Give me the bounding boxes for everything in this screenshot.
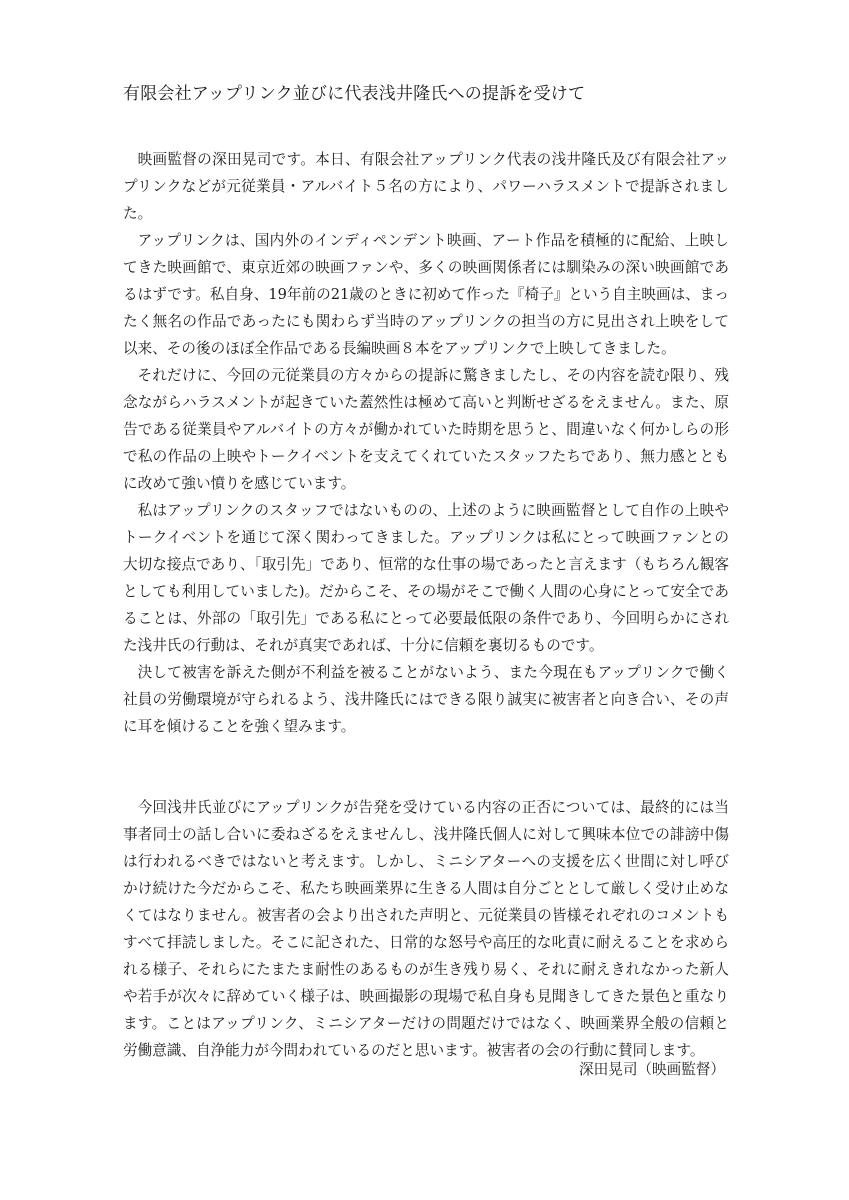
paragraph-industry-statement: 今回浅井氏並びにアップリンクが告発を受けている内容の正否については、最終的には当事者同士の話し合いに委ねざるをえませんし、浅井隆氏個人に対して興味本位での誹謗中傷は行われるべきではないと考えます。しかし、ミニシアターへの支援を広く世間に対し呼びかけ続けた今だからこそ、私たち映画業界に生きる人間は自分ごととして厳しく受け止めなくてはなりません。被害者の会より出された声明と、元従業員の皆様それぞれのコメントもすべて拝読しました。そこに記された、日常的な怒号や高圧的な叱責に耐えることを求められる様子、それらにたまたま耐性のあるものが生き残り易く、それに耐えきれなかった新人や若手が次々に辞めていく様子は、映画撮影の現場で私自身も見聞きしてきた景色と重なります。ことはアップリンク、ミニシアターだけの問題だけではなく、映画業界全般の信頼と労働意識、自浄能力が今問われているのだと思います。被害者の会の行動に賛同します。 xyxy=(123,799,729,1059)
paragraph-about-uplink: アップリンクは、国内外のインディペンデント映画、アート作品を積極的に配給、上映してきた映画館で、東京近郊の映画ファンや、多くの映画関係者には馴染みの深い映画館であるはずです。私自身、19年前の21歳のときに初めて作った『椅子』という自主映画は、まったく無名の作品であったにも関わらず当時のアップリンクの担当の方に見出され上映をして以来、その後のほぼ全作品である長編映画８本をアップリンクで上映してきました。 xyxy=(123,232,729,357)
signature: 深田晃司（映画監督） xyxy=(579,1061,725,1078)
section-divider-space xyxy=(123,740,729,767)
document-title: 有限会社アップリンク並びに代表浅井隆氏への提訴を受けて xyxy=(123,84,586,104)
paragraph-introduction: 映画監督の深田晃司です。本日、有限会社アップリンク代表の浅井隆氏及び有限会社アップリンクなどが元従業員・アルバイト５名の方により、パワーハラスメントで提訴されました。 xyxy=(123,151,729,222)
paragraph-reaction: それだけに、今回の元従業員の方々からの提訴に驚きましたし、その内容を読む限り、残念ながらハラスメントが起きていた蓋然性は極めて高いと判断せざるをえません。また、原告である従業員やアルバイトの方々が働かれていた時期を思うと、間違いなく何かしらの形で私の作品の上映やトークイベントを支えてくれていたスタッフたちであり、無力感とともに改めて強い憤りを感じています。 xyxy=(123,367,729,492)
section-divider-space xyxy=(123,767,729,794)
paragraph-relationship: 私はアップリンクのスタッフではないものの、上述のように映画監督として自作の上映やトークイベントを通じて深く関わってきました。アップリンクは私にとって映画ファンとの大切な接点であり、「取引先」であり、恒常的な仕事の場であったと言えます（もちろん観客としても利用していました)。だからこそ、その場がそこで働く人間の心身にとって安全であることは、外部の「取引先」である私にとって必要最低限の条件であり、今回明らかにされた浅井氏の行動は、それが真実であれば、十分に信頼を裏切るものです。 xyxy=(123,502,729,654)
document-body xyxy=(123,146,729,1064)
paragraph-request: 決して被害を訴えた側が不利益を被ることがないよう、また今現在もアップリンクで働く社員の労働環境が守られるよう、浅井隆氏にはできる限り誠実に被害者と向き合い、その声に耳を傾けることを強く望みます。 xyxy=(123,664,729,735)
